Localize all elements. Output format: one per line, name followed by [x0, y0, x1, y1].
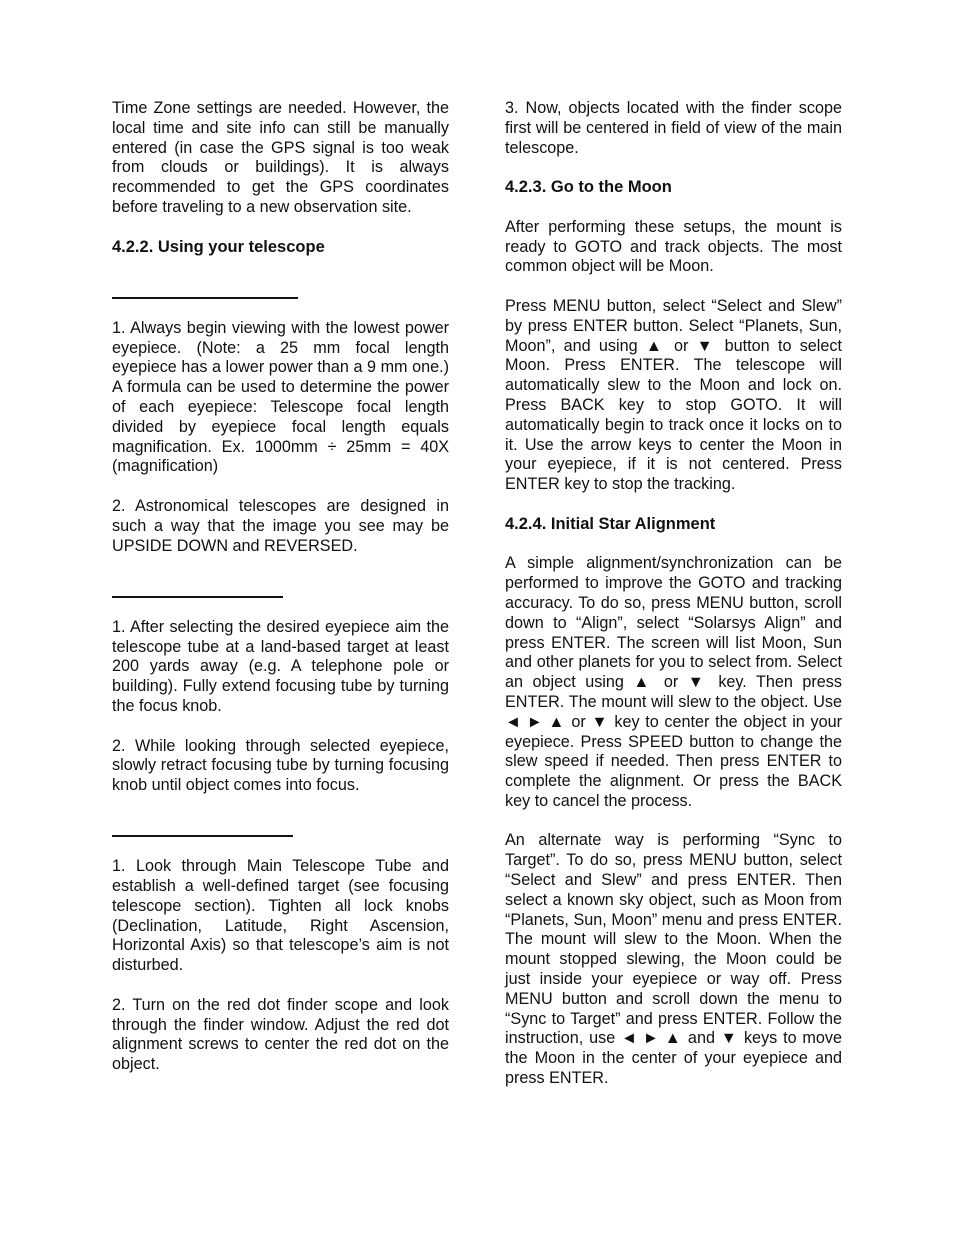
spacer: [112, 816, 449, 836]
intro-paragraph: Time Zone settings are needed. However, the local time and site info can still be manually entered (in case the GPS signal is too weak from clouds or buildings). It is always recommended to get the GPS coordinates before traveling to a new observation site.: [112, 99, 449, 216]
focusing-paragraph-2: 2. While looking through selected eyepiece, slowly retract focusing tube by turning focusing knob until object comes into focus.: [112, 736, 449, 795]
left-column: [112, 99, 449, 1095]
spacer: [112, 576, 449, 596]
moon-paragraph-1: After performing these setups, the mount is ready to GOTO and track objects. The most common object will be Moon.: [505, 217, 842, 276]
finder-paragraph-3: 3. Now, objects located with the finder scope first will be centered in field of view of the main telescope.: [505, 99, 842, 157]
eyepiece-paragraph-2: 2. Astronomical telescopes are designed in such a way that the image you see may be UPSIDE DOWN and REVERSED.: [112, 496, 449, 555]
finder-paragraph-2: 2. Turn on the red dot finder scope and look through the finder window. Adjust the red dot alignment screws to center the red dot on the object.: [112, 995, 449, 1074]
right-column: [505, 99, 842, 1109]
spacer: [112, 277, 449, 297]
section-heading-go-to-moon: 4.2.3. Go to the Moon: [505, 178, 672, 197]
section-heading-using-telescope: 4.2.2. Using your telescope: [112, 237, 325, 256]
focusing-paragraph-1: 1. After selecting the desired eyepiece aim the telescope tube at a land-based target at least 200 yards away (e.g. A telephone pole or building). Fully extend focusing tube by turning the focus knob.: [112, 617, 449, 715]
section-heading-star-alignment: 4.2.4. Initial Star Alignment: [505, 514, 716, 533]
subheading-underline-finder: [112, 835, 293, 837]
eyepiece-paragraph-1: 1. Always begin viewing with the lowest power eyepiece. (Note: a 25 mm focal length eyepiece has a lower power than a 9 mm one.) A formula can be used to determine the power of each eyepiece: Telescope focal length divided by eyepiece focal length equals magnification. Ex. 1000mm ÷ 25mm = 40X (magnification): [112, 318, 449, 476]
alignment-paragraph-2: An alternate way is performing “Sync to Target”. To do so, press MENU button, select “Select and Slew” and press ENTER. Then select a known sky object, such as Moon from “Planets, Sun, Moon” menu and press ENTER. The mount will slew to the Moon. When the mount stopped slewing, the Moon could be just inside your eyepiece or way off. Press MENU button and scroll down the menu to “Sync to Target” and press ENTER. Follow the instruction, use ◄ ► ▲ and ▼ keys to move the Moon in the center of your eyepiece and press ENTER.: [505, 831, 842, 1088]
moon-paragraph-2: Press MENU button, select “Select and Slew” by press ENTER button. Select “Planets, Sun, Moon”, and using ▲ or ▼ button to select Moon. Press ENTER. The telescope will automatically slew to the Moon and lock on. Press BACK key to stop GOTO. It will automatically begin to track once it locks on to it. Use the arrow keys to center the Moon in your eyepiece, if it is not centered. Press ENTER key to stop the tracking.: [505, 296, 842, 494]
finder-paragraph-1: 1. Look through Main Telescope Tube and establish a well-defined target (see focusing telescope section). Tighten all lock knobs (Declination, Latitude, Right Ascension, Horizontal Axis) so that telescope’s aim is not disturbed.: [112, 857, 449, 975]
alignment-paragraph-1: A simple alignment/synchronization can be performed to improve the GOTO and tracking accuracy. To do so, press MENU button, scroll down to “Align”, select “Solarsys Align” and press ENTER. The screen will list Moon, Sun and other planets for you to select from. Select an object using ▲ or ▼ key. Then press ENTER. The mount will slew to the object. Use ◄ ► ▲ or ▼ key to center the object in your eyepiece. Press SPEED button to change the slew speed if needed. Then press ENTER to complete the alignment. Or press the BACK key to cancel the process.: [505, 554, 842, 810]
subheading-underline-eyepieces: [112, 297, 298, 299]
subheading-underline-focusing: [112, 596, 283, 598]
